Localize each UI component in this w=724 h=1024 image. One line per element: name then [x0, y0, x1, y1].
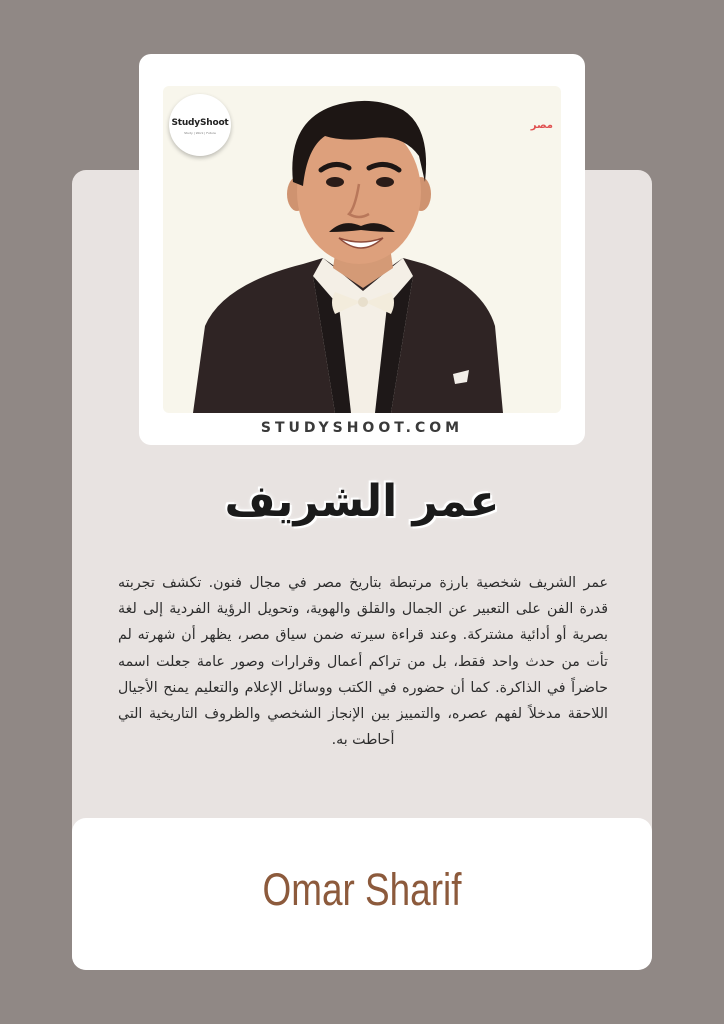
arabic-name-title: عمر الشريف	[224, 476, 500, 527]
portrait-frame	[139, 54, 585, 445]
english-name: Omar Sharif	[262, 864, 462, 915]
biography-text: عمر الشريف شخصية بارزة مرتبطة بتاريخ مصر في مجال فنون. تكشف تجربته قدرة الفن على التعبير عن الجمال والقلق والهوية، وتحويل الرؤية الفردية إلى لغة بصرية أو أدائية مشتركة. وعند قراءة سيرته ضمن سياق مصر، يظهر أن شهرته لم تأت من حدث واحد فقط، بل من تراكم أعمال وقرارات وصور عامة جعلت اسمه حاضراً في الذاكرة. كما أن حضوره في الكتب ووسائل الإعلام والتعليم يمنح الأجيال اللاحقة مدخلاً لفهم عصره، والتمييز بين الإنجاز الشخصي والظروف التاريخية التي أحاطت به.	[118, 575, 608, 749]
country-tag: مصر	[530, 120, 553, 131]
brand-sticker-logo	[169, 94, 231, 156]
english-name-box	[72, 818, 652, 970]
brand-sticker-tagline: Study | Work | Future	[184, 131, 216, 135]
site-url: STUDYSHOOT.COM	[260, 420, 464, 436]
portrait-illustration	[163, 86, 561, 413]
brand-sticker-name: StudyShoot	[171, 118, 229, 128]
